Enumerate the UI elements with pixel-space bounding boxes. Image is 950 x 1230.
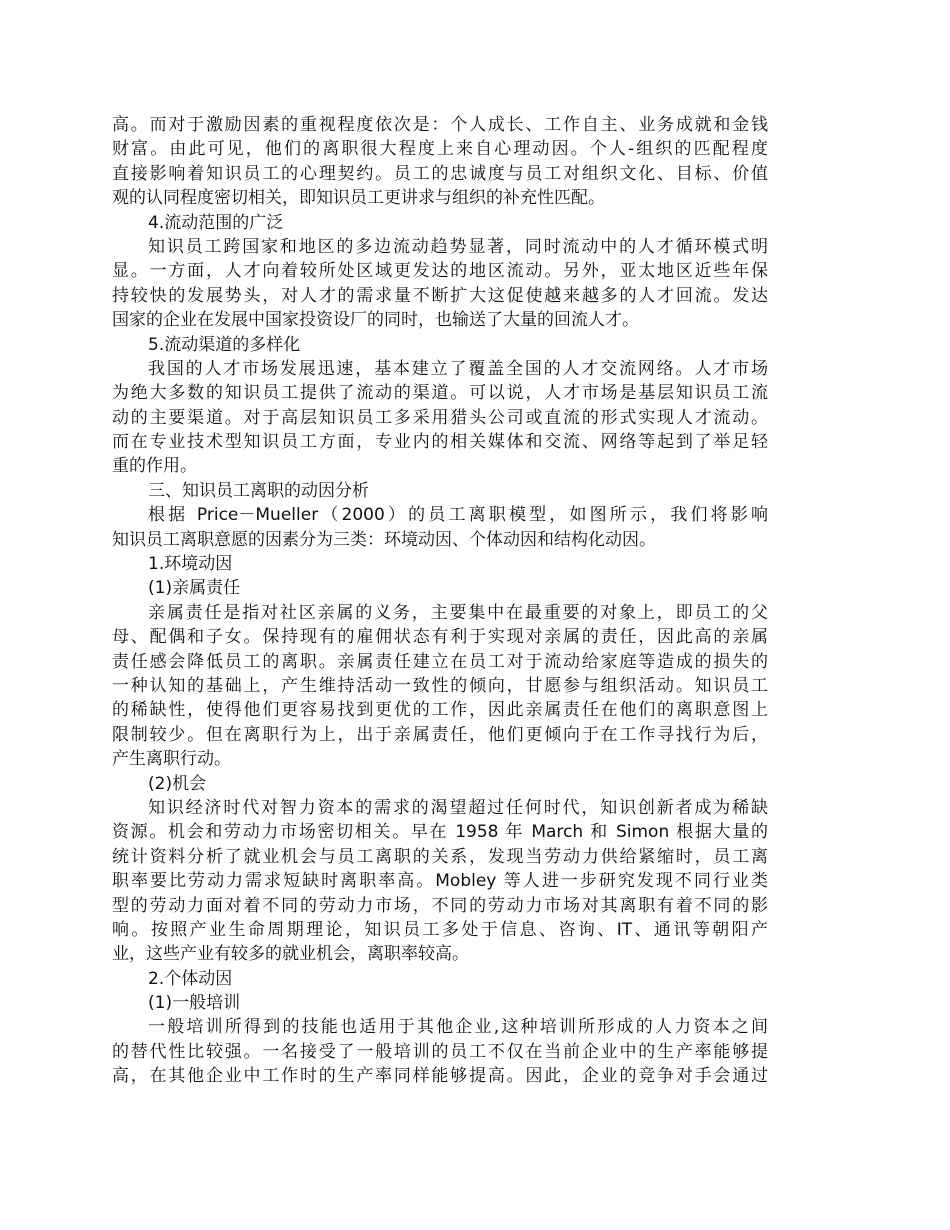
text-line: 型的劳动力面对着不同的劳动力市场，不同的劳动力市场对其离职有着不同的影 bbox=[112, 895, 768, 916]
text-line: 4.流动范围的广泛 bbox=[148, 212, 284, 233]
text-line: 一种认知的基础上，产生维持活动一致性的倾向，甘愿参与组织活动。知识员工 bbox=[112, 675, 768, 696]
text-line: (1)一般培训 bbox=[148, 993, 241, 1014]
text-line: (1)亲属责任 bbox=[148, 578, 241, 599]
text-line: 统计资料分析了就业机会与员工离职的关系，发现当劳动力供给紧缩时，员工离 bbox=[112, 846, 768, 867]
text-line: 责任感会降低员工的离职。亲属责任建立在员工对于流动给家庭等造成的损失的 bbox=[112, 651, 768, 672]
text-line: 的稀缺性，使得他们更容易找到更优的工作，因此亲属责任在他们的离职意图上 bbox=[112, 700, 768, 721]
text-line: 动的主要渠道。对于高层知识员工多采用猎头公司或直流的形式实现人才流动。 bbox=[112, 407, 768, 428]
text-line: 一般培训所得到的技能也适用于其他企业,这种培训所形成的人力资本之间 bbox=[148, 1017, 768, 1038]
document-page bbox=[112, 113, 768, 1089]
text-line: 职率要比劳动力需求短缺时离职率高。Mobley 等人进一步研究发现不同行业类 bbox=[112, 871, 768, 892]
text-line: 而在专业技术型知识员工方面，专业内的相关媒体和交流、网络等起到了举足轻 bbox=[112, 432, 768, 453]
text-line: 显。一方面，人才向着较所处区域更发达的地区流动。另外，亚太地区近些年保 bbox=[112, 261, 768, 282]
text-line: 根据 Price－Mueller（2000）的员工离职模型，如图所示，我们将影响 bbox=[148, 505, 768, 526]
text-line: 高。而对于激励因素的重视程度依次是：个人成长、工作自主、业务成就和金钱 bbox=[112, 115, 768, 135]
text-line: 我国的人才市场发展迅速，基本建立了覆盖全国的人才交流网络。人才市场 bbox=[148, 358, 768, 379]
text-line: 2.个体动因 bbox=[148, 968, 233, 989]
text-line: 重的作用。 bbox=[112, 456, 197, 477]
text-line: 限制较少。但在离职行为上，出于亲属责任，他们更倾向于在工作寻找行为后， bbox=[112, 724, 768, 745]
text-line: 国家的企业在发展中国家投资设厂的同时，也输送了大量的回流人才。 bbox=[112, 310, 639, 331]
text-line: 母、配偶和子女。保持现有的雇佣状态有利于实现对亲属的责任，因此高的亲属 bbox=[112, 627, 768, 648]
text-line: 1.环境动因 bbox=[148, 554, 233, 575]
text-line: 高，在其他企业中工作时的生产率同样能够提高。因此，企业的竞争对手会通过 bbox=[112, 1066, 768, 1087]
text-line: 资源。机会和劳动力市场密切相关。早在 1958 年 March 和 Simon 根据大量的 bbox=[112, 822, 768, 843]
text-line: 三、知识员工离职的动因分析 bbox=[148, 480, 369, 501]
text-line: 观的认同程度密切相关，即知识员工更讲求与组织的补充性匹配。 bbox=[112, 188, 605, 209]
text-line: (2)机会 bbox=[148, 773, 207, 794]
text-line: 亲属责任是指对社区亲属的义务，主要集中在最重要的对象上，即员工的父 bbox=[148, 602, 768, 623]
text-line: 响。按照产业生命周期理论，知识员工多处于信息、咨询、IT、通讯等朝阳产 bbox=[112, 919, 768, 940]
text-line: 知识员工离职意愿的因素分为三类：环境动因、个体动因和结构化动因。 bbox=[112, 529, 656, 550]
text-line: 为绝大多数的知识员工提供了流动的渠道。可以说，人才市场是基层知识员工流 bbox=[112, 383, 768, 404]
text-line: 5.流动渠道的多样化 bbox=[148, 334, 301, 355]
text-line: 知识经济时代对智力资本的需求的渴望超过任何时代，知识创新者成为稀缺 bbox=[148, 797, 768, 818]
text-line: 持较快的发展势头，对人才的需求量不断扩大这促使越来越多的人才回流。发达 bbox=[112, 285, 768, 306]
text-line: 知识员工跨国家和地区的多边流动趋势显著，同时流动中的人才循环模式明 bbox=[148, 236, 768, 257]
text-line: 业，这些产业有较多的就业机会，离职率较高。 bbox=[112, 944, 469, 965]
text-line: 直接影响着知识员工的心理契约。员工的忠诚度与员工对组织文化、目标、价值 bbox=[112, 163, 768, 184]
text-line: 产生离职行动。 bbox=[112, 749, 231, 770]
text-line: 的替代性比较强。一名接受了一般培训的员工不仅在当前企业中的生产率能够提 bbox=[112, 1041, 768, 1062]
text-line: 财富。由此可见，他们的离职很大程度上来自心理动因。个人-组织的匹配程度 bbox=[112, 139, 768, 160]
